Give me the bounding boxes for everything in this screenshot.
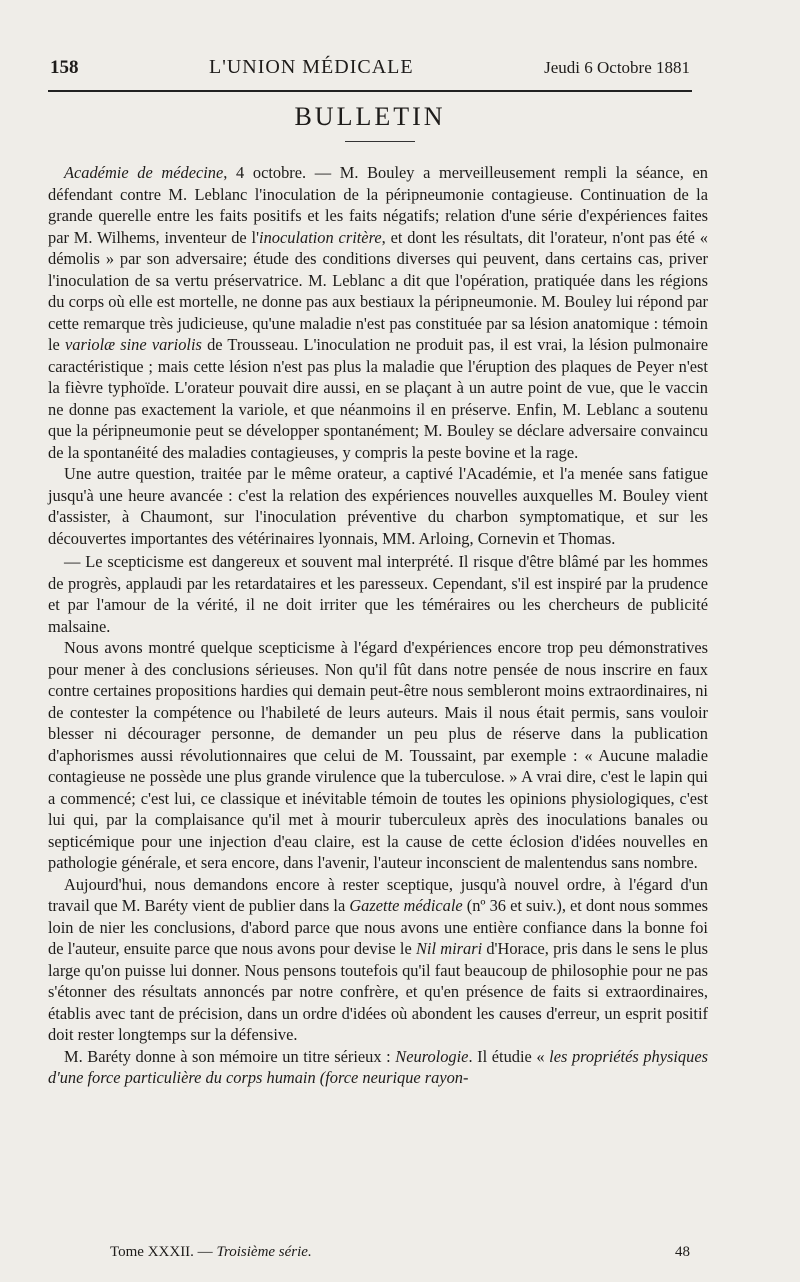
series-label: Troisième série. (216, 1244, 312, 1260)
paragraph: Une autre question, traitée par le même orateur, a captivé l'Académie, et l'a menée sans fatigue jusqu'à une heure avancée : c'est la relation des expériences nouvelles auxquelles M. Bouley vient d'assister, à Chaumont, sur l'inoculation préventive du charbon symptomatique, et sur les découvertes importantes des vétérinaires lyonnais, MM. Arloing, Cornevin et Thomas. (48, 464, 708, 548)
paragraph (48, 162, 708, 463)
text: , 4 octobre. — M. Bouley a merveilleusement rempli la séance, en défendant contre M. Leblanc l'inoculation de la péripneumonie contagieuse. Continuation de la grande querelle entre les faits positifs et les faits négatifs; relation d'une série d'expériences faites par M. Wilhems, inventeur de l' (48, 163, 709, 247)
journal-title: L'UNION MÉDICALE (209, 56, 414, 78)
text: (nº 36 et suiv.), et dont nous sommes loin de nier les conclusions, d'abord parce que nous avons une entière confiance dans la bonne foi de l'auteur, ensuite parce que nous avons pour devise le (48, 896, 708, 958)
italic-text: Académie de médecine (64, 163, 224, 182)
italic-text: Nil mirari (415, 939, 483, 958)
paragraph: Nous avons montré quelque scepticisme à l'égard d'expériences encore trop peu démonstratives pour mener à des conclusions sérieuses. Non qu'il fût dans notre pensée de nous inscrire en faux contre certaines propositions hardies qui demain peut-être nous sembleront moins extraordinaires, ni de contester la compétence ou l'habileté de leurs auteurs. Mais il nous était permis, sans vouloir blesser ni décourager personne, de demander un peu plus de réserve dans la publication d'aphorismes aussi révolutionnaires que celui de M. Toussaint, par exemple : « Aucune maladie contagieuse ne possède une plus grande virulence que la tuberculose. » A vrai dire, c'est le lapin qui a commencé; c'est lui, ce classique et inévitable témoin de toutes les opinions physiologiques, c'est lui qui, par la complaisance qu'il met à mourir tuberculeux après des inoculations banales ou septicémique pour une injection d'eau claire, est la cause de cette éclosion d'idées nouvelles en pathologie générale, et sera encore, dans l'avenir, l'auteur inconscient de malentendus sans nombre. (48, 638, 708, 872)
page-footer (110, 1244, 690, 1261)
text: d'Horace, pris dans le sens le plus large qu'on puisse lui donner. Nous pensons toutefois qu'il faut beaucoup de philosophie pour ne pas s'étonner des résultats annoncés par notre confrère, et qu'en présence de faits si extraordinaires, établis avec tant de précision, dans un ordre d'idées où abondent les causes d'erreur, un esprit positif doit rester longtemps sur la défensive. (48, 939, 708, 1044)
article-body (48, 162, 708, 1089)
text: Aujourd'hui, nous demandons encore à rester sceptique, jusqu'à nouvel ordre, à l'égard d'un travail que M. Baréty vient de publier dans la (48, 874, 708, 915)
page-header (50, 56, 690, 86)
text: de Trousseau. L'inoculation ne produit pas, il est vrai, la lésion pulmonaire caractéristique ; mais cette lésion n'est pas plus la maladie que l'éruption des plaques de Peyer n'est la fièvre typhoïde. L'orateur pouvait dire aussi, en se plaçant à un autre point de vue, que le vaccin ne donne pas exactement la variole, et que néanmoins il en préserve. Enfin, M. Leblanc a soutenu que la péripneumonie peut se développer spontanément; M. Bouley se déclare adversaire convaincu de la spontanéité des maladies contagieuses, y compris la peste bovine et la rage. (48, 335, 708, 462)
page-number: 158 (50, 57, 79, 78)
text: . Il étudie « (468, 1046, 550, 1066)
section-title: BULLETIN (294, 102, 446, 131)
header-rule (48, 90, 692, 92)
paragraph (48, 1046, 708, 1089)
italic-text: les propriétés physiques d'une force particulière du corps humain (force neurique rayon- (48, 1046, 708, 1087)
tome-label: Tome XXXII. — (110, 1244, 217, 1260)
issue-date: Jeudi 6 Octobre 1881 (544, 58, 690, 77)
signature-mark: 48 (675, 1244, 690, 1260)
italic-text: Neurologie (395, 1046, 469, 1066)
paragraph: — Le scepticisme est dangereux et souvent mal interprété. Il risque d'être blâmé par les hommes de progrès, applaudi par les retardataires et les paresseux. Cependant, s'il est inspiré par la prudence et par l'amour de la vérité, il ne doit irriter que les téméraires ou les chercheurs de publicité malsaine. (48, 552, 708, 636)
text: M. Baréty donne à son mémoire un titre sérieux : (64, 1046, 396, 1066)
italic-text: variolæ sine variolis (65, 335, 202, 354)
text: , et dont les résultats, dit l'orateur, n'ont pas été « démolis » par son adversaire; étude des conditions diverses qui peuvent, dans certains cas, priver l'inoculation de sa vertu préservatrice. M. Leblanc a dit que l'opération, pratiquée dans les régions du corps où elle est mortelle, ne donne pas aux bestiaux la péripneumonie. M. Bouley lui répond par cette remarque très judicieuse, qu'une maladie n'est pas constituée par sa lésion anatomique : témoin le (48, 227, 708, 354)
title-rule (345, 141, 415, 142)
italic-text: inoculation critère (259, 227, 382, 247)
italic-text: Gazette médicale (349, 896, 463, 915)
volume-info (110, 1244, 312, 1261)
paragraph (48, 874, 708, 1046)
